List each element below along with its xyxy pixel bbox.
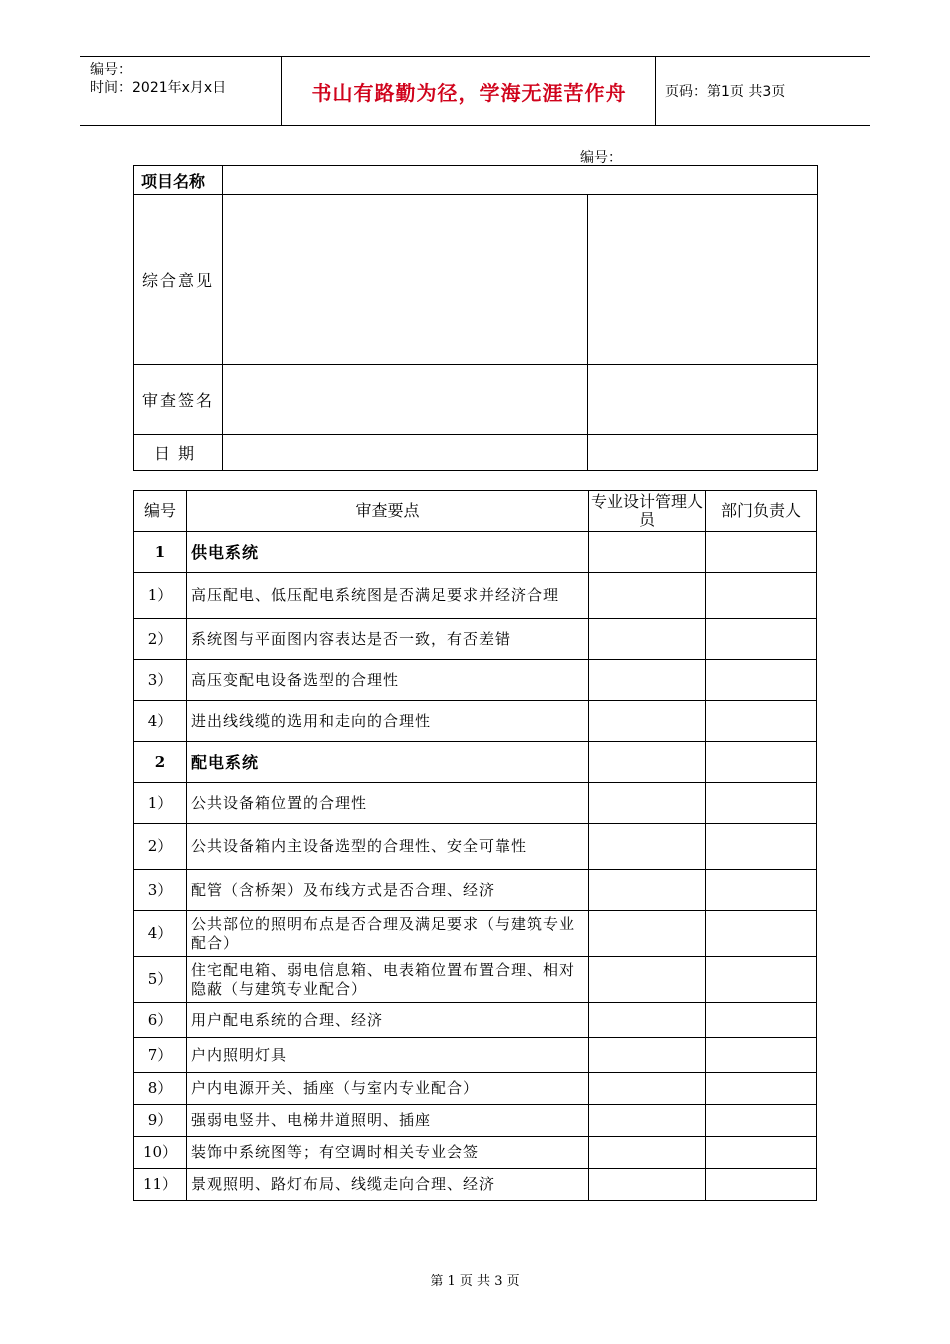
row-number: 4）: [134, 911, 187, 957]
section-title: 供电系统: [187, 532, 589, 573]
table-row: [134, 1105, 817, 1137]
designer-sign-cell[interactable]: [589, 824, 706, 870]
date-cell-right[interactable]: [588, 435, 818, 471]
header-motto: 书山有路勤为径，学海无涯苦作舟: [311, 80, 627, 105]
table-row: [134, 911, 817, 957]
table-row: [134, 619, 817, 660]
designer-sign-cell[interactable]: [589, 660, 706, 701]
opinion-cell-left[interactable]: [222, 195, 587, 365]
opinion-label: 综合意见: [134, 195, 223, 365]
designer-sign-cell[interactable]: [589, 783, 706, 824]
designer-sign-cell[interactable]: [589, 870, 706, 911]
header-col-manager: 部门负责人: [706, 491, 817, 532]
project-name-row: [134, 166, 818, 195]
review-table: [133, 490, 817, 1201]
table-row: [134, 660, 817, 701]
row-number: 7）: [134, 1038, 187, 1073]
review-point: 配管（含桥架）及布线方式是否合理、经济: [187, 870, 589, 911]
table-row: [134, 1003, 817, 1038]
manager-sign-cell[interactable]: [706, 783, 817, 824]
project-name-value[interactable]: [222, 166, 817, 195]
designer-sign-cell[interactable]: [589, 1105, 706, 1137]
row-number: 6）: [134, 1003, 187, 1038]
table-row: [134, 957, 817, 1003]
date-cell-left[interactable]: [222, 435, 587, 471]
header-number-label: 编号：: [90, 62, 132, 78]
table-row: [134, 783, 817, 824]
summary-table: [133, 165, 818, 471]
table-row: [134, 1137, 817, 1169]
review-point: 用户配电系统的合理、经济: [187, 1003, 589, 1038]
project-name-label: 项目名称: [134, 166, 223, 195]
row-number: 1）: [134, 783, 187, 824]
review-point: 公共设备箱内主设备选型的合理性、安全可靠性: [187, 824, 589, 870]
review-table-body: [134, 532, 817, 1201]
manager-sign-cell[interactable]: [706, 870, 817, 911]
designer-sign-cell[interactable]: [589, 1169, 706, 1201]
row-number: 2: [134, 742, 187, 783]
opinion-row: [134, 195, 818, 365]
manager-sign-cell[interactable]: [706, 1073, 817, 1105]
manager-sign-cell[interactable]: [706, 911, 817, 957]
doc-number-label: 编号：: [580, 150, 622, 166]
section-row: [134, 742, 817, 783]
header-time-label: 时间：2021年x月x日: [90, 80, 227, 96]
header-divider: [655, 57, 656, 125]
designer-sign-cell[interactable]: [589, 957, 706, 1003]
header-page-info: 页码：第1页 共3页: [665, 84, 786, 100]
row-number: 2）: [134, 619, 187, 660]
designer-sign-cell[interactable]: [589, 573, 706, 619]
review-point: 系统图与平面图内容表达是否一致，有否差错: [187, 619, 589, 660]
review-point: 高压配电、低压配电系统图是否满足要求并经济合理: [187, 573, 589, 619]
table-row: [134, 1169, 817, 1201]
signature-row: [134, 365, 818, 435]
signature-label: 审查签名: [134, 365, 223, 435]
signature-cell-left[interactable]: [222, 365, 587, 435]
header-col-designer: 专业设计管理人员: [589, 491, 706, 532]
manager-sign-cell[interactable]: [706, 573, 817, 619]
designer-sign-cell[interactable]: [589, 1073, 706, 1105]
table-row: [134, 701, 817, 742]
table-row: [134, 1073, 817, 1105]
signature-cell-right[interactable]: [588, 365, 818, 435]
row-number: 11）: [134, 1169, 187, 1201]
row-number: 4）: [134, 701, 187, 742]
header-col-point: 审查要点: [187, 491, 589, 532]
review-point: 户内照明灯具: [187, 1038, 589, 1073]
page-footer: 第 1 页 共 3 页: [430, 1274, 520, 1289]
review-table-header: [134, 491, 817, 532]
manager-sign-cell[interactable]: [706, 619, 817, 660]
review-point: 住宅配电箱、弱电信息箱、电表箱位置布置合理、相对隐蔽（与建筑专业配合）: [187, 957, 589, 1003]
manager-sign-cell[interactable]: [706, 742, 817, 783]
review-point: 公共设备箱位置的合理性: [187, 783, 589, 824]
manager-sign-cell[interactable]: [706, 1137, 817, 1169]
row-number: 8）: [134, 1073, 187, 1105]
manager-sign-cell[interactable]: [706, 957, 817, 1003]
section-row: [134, 532, 817, 573]
header-meta: [90, 61, 226, 97]
designer-sign-cell[interactable]: [589, 1038, 706, 1073]
row-number: 3）: [134, 870, 187, 911]
manager-sign-cell[interactable]: [706, 1038, 817, 1073]
designer-sign-cell[interactable]: [589, 532, 706, 573]
review-point: 景观照明、路灯布局、线缆走向合理、经济: [187, 1169, 589, 1201]
review-point: 公共部位的照明布点是否合理及满足要求（与建筑专业配合）: [187, 911, 589, 957]
row-number: 10）: [134, 1137, 187, 1169]
manager-sign-cell[interactable]: [706, 1105, 817, 1137]
designer-sign-cell[interactable]: [589, 742, 706, 783]
table-row: [134, 573, 817, 619]
page-header: [80, 56, 870, 126]
review-point: 装饰中系统图等；有空调时相关专业会签: [187, 1137, 589, 1169]
header-col-number: 编号: [134, 491, 187, 532]
row-number: 5）: [134, 957, 187, 1003]
row-number: 1: [134, 532, 187, 573]
review-point: 强弱电竖井、电梯井道照明、插座: [187, 1105, 589, 1137]
designer-sign-cell[interactable]: [589, 1003, 706, 1038]
manager-sign-cell[interactable]: [706, 660, 817, 701]
designer-sign-cell[interactable]: [589, 619, 706, 660]
row-number: 3）: [134, 660, 187, 701]
manager-sign-cell[interactable]: [706, 1169, 817, 1201]
opinion-cell-right[interactable]: [588, 195, 818, 365]
table-row: [134, 1038, 817, 1073]
review-point: 进出线线缆的选用和走向的合理性: [187, 701, 589, 742]
row-number: 2）: [134, 824, 187, 870]
designer-sign-cell[interactable]: [589, 701, 706, 742]
table-row: [134, 870, 817, 911]
designer-sign-cell[interactable]: [589, 911, 706, 957]
table-row: [134, 824, 817, 870]
date-label: 日期: [134, 435, 223, 471]
review-point: 高压变配电设备选型的合理性: [187, 660, 589, 701]
manager-sign-cell[interactable]: [706, 1003, 817, 1038]
designer-sign-cell[interactable]: [589, 1137, 706, 1169]
manager-sign-cell[interactable]: [706, 532, 817, 573]
review-point: 户内电源开关、插座（与室内专业配合）: [187, 1073, 589, 1105]
row-number: 1）: [134, 573, 187, 619]
section-title: 配电系统: [187, 742, 589, 783]
manager-sign-cell[interactable]: [706, 701, 817, 742]
date-row: [134, 435, 818, 471]
manager-sign-cell[interactable]: [706, 824, 817, 870]
row-number: 9）: [134, 1105, 187, 1137]
